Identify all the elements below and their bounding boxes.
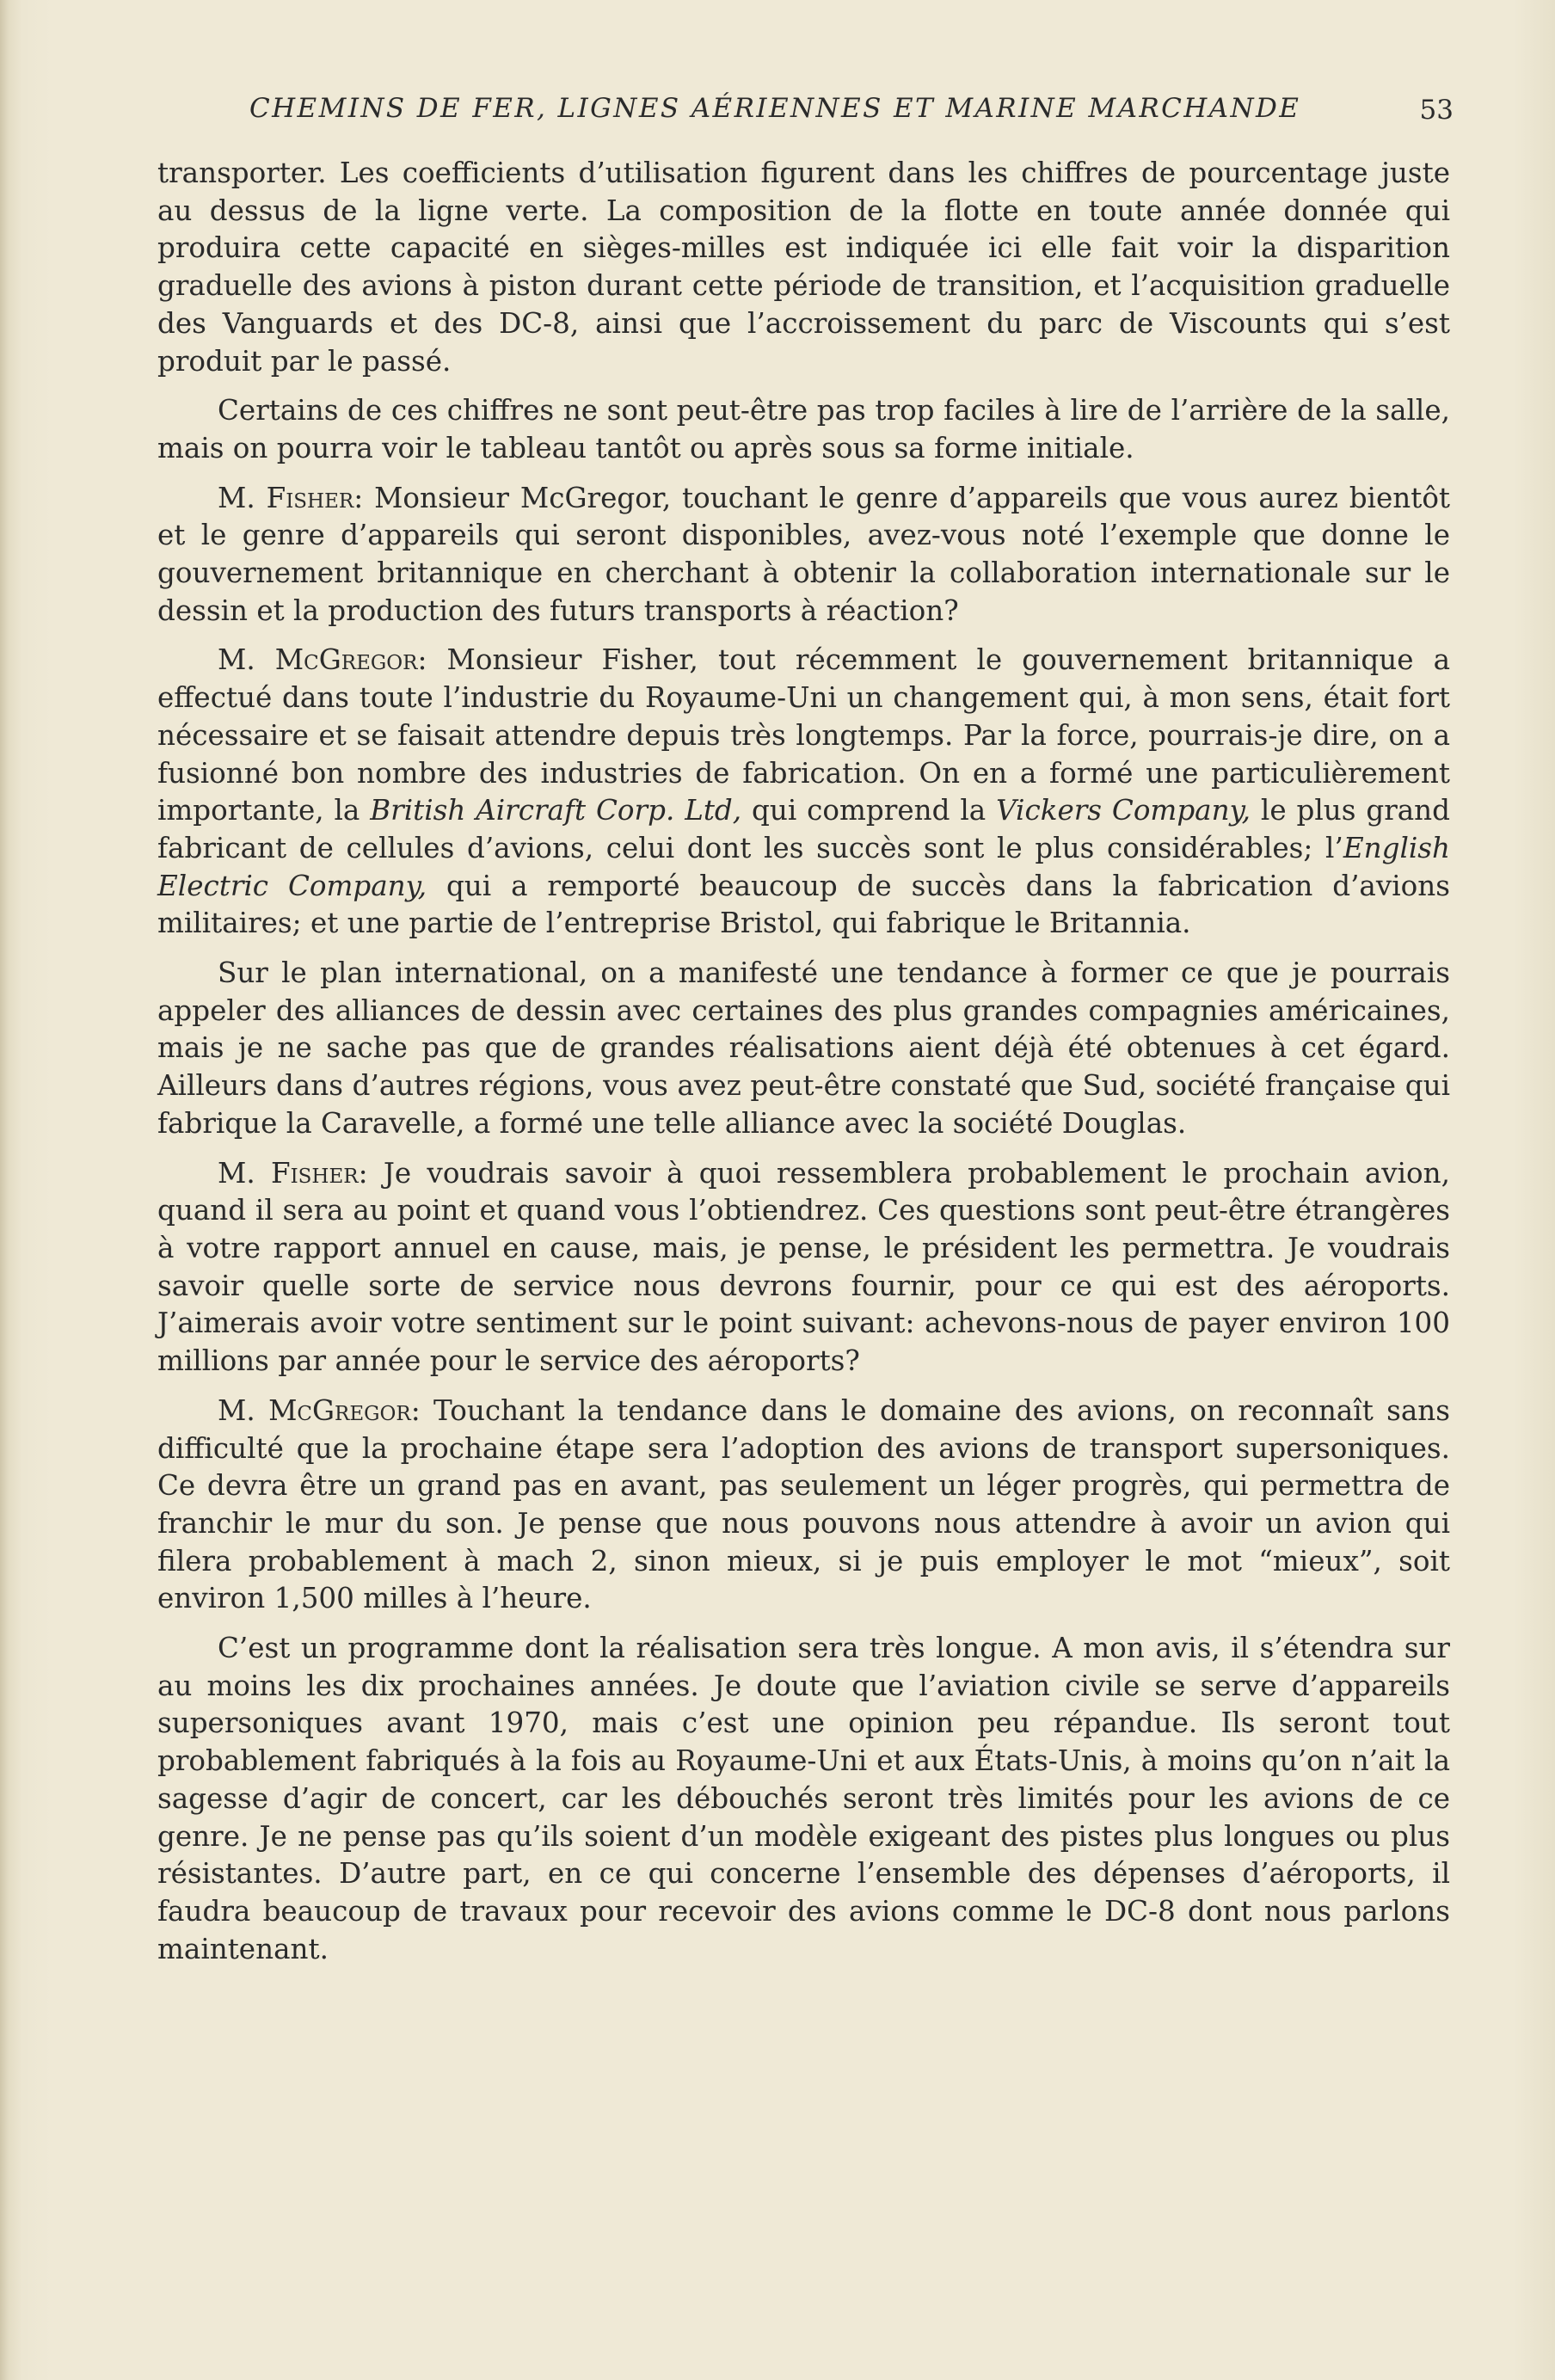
- paragraph-text: transporter. Les coefficients d’utilisation figurent dans les chiffres de pourcentage juste au dessus de la ligne verte. La composition de la flotte en toute année donnée qui produira cette capacité en sièges-milles est indiquée ici elle fait voir la disparition graduelle des avions à piston durant cette période de transition, et l’acquisition graduelle des Vanguards et des DC-8, ainsi que l’accroissement du parc de Viscounts qui s’est produit par le passé.: [157, 157, 1450, 378]
- paragraph-text: C’est un programme dont la réalisation sera très longue. A mon avis, il s’étendra sur au moins les dix prochaines années. Je doute que l’aviation civile se serve d’appareils supersoniques avant 1970, mais c’est une opinion peu répandue. Ils seront tout probablement fabriqués à la fois au Royaume-Uni et aux États-Unis, à moins qu’on n’ait la sagesse d’agir de concert, car les débouchés seront très limités pour les avions de ce genre. Je ne pense pas qu’ils soient d’un modèle exigeant des pistes plus longues ou plus résistantes. D’autre part, en ce qui concerne l’ensemble des dépenses d’aéroports, il faudra beaucoup de travaux pour recevoir des avions comme le DC-8 dont nous parlons maintenant.: [157, 1632, 1450, 1965]
- paragraph-text: qui comprend la: [752, 794, 986, 827]
- paragraph-text: Je voudrais savoir à quoi ressemblera probablement le prochain avion, quand il sera au point et quand vous l’obtiendrez. Ces questions sont peut-être étrangères à votre rapport annuel en cause, mais, je pense, le président les permettra. Je voudrais savoir quelle sorte de service nous devrons fournir, pour ce qui est des aéroports. J’aimerais avoir votre sentiment sur le point suivant: achevons-nous de payer environ 100 millions par année pour le service des aéroports?: [157, 1156, 1451, 1378]
- paragraph: [157, 1393, 1450, 1618]
- running-title: CHEMINS DE FER, LIGNES AÉRIENNES ET MARINE MARCHANDE: [249, 93, 1301, 124]
- body-text: [157, 155, 1450, 1980]
- paragraph: [157, 1155, 1450, 1381]
- paragraph-text: qui a remporté beaucoup de succès dans la fabrication d’avions militaires; et une partie de l’entreprise Bristol, qui fabrique le Britannia.: [157, 869, 1450, 940]
- paragraph: [157, 642, 1450, 943]
- paragraph-text: le plus grand fabricant de cellules d’avions, celui dont les succès sont le plus considérables; l’: [157, 794, 1451, 864]
- company-name: British Aircraft Corp. Ltd,: [370, 794, 742, 827]
- page-header: [249, 93, 1454, 136]
- paragraph-text: Monsieur Fisher, tout récemment le gouvernement britannique a effectué dans toute l’industrie du Royaume-Uni un changement qui, à mon sens, était fort nécessaire et se faisait attendre depuis très longtemps. Par la force, pourrais-je dire, on a fusionné bon nombre des industries de fabrication. On en a formé une particulièrement importante, la: [157, 643, 1450, 827]
- paragraph-text: Certains de ces chiffres ne sont peut-être pas trop faciles à lire de l’arrière de la salle, mais on pourra voir le tableau tantôt ou après sous sa forme initiale.: [157, 394, 1450, 464]
- paragraph: [157, 392, 1450, 467]
- company-name: English Electric Company,: [157, 831, 1450, 902]
- speaker-label: M. McGregor:: [218, 643, 427, 677]
- paragraph: [157, 155, 1450, 380]
- paragraph-text: Sur le plan international, on a manifesté une tendance à former ce que je pourrais appeler des alliances de dessin avec certaines des plus grandes compagnies américaines, mais je ne sache pas que de grandes réalisations aient déjà été obtenues à cet égard. Ailleurs dans d’autres régions, vous avez peut-être constaté que Sud, société française qui fabrique la Caravelle, a formé une telle alliance avec la société Douglas.: [157, 956, 1450, 1140]
- speaker-label: M. Fisher:: [218, 1156, 368, 1190]
- paragraph: [157, 1630, 1450, 1968]
- page-number: 53: [1419, 95, 1454, 126]
- paragraph-text: Touchant la tendance dans le domaine des avions, on reconnaît sans difficulté que la prochaine étape sera l’adoption des avions de transport supersoniques. Ce devra être un grand pas en avant, pas seulement un léger progrès, qui permettra de franchir le mur du son. Je pense que nous pouvons nous attendre à avoir un avion qui filera probablement à mach 2, sinon mieux, si je puis employer le mot “mieux”, soit environ 1,500 milles à l’heure.: [157, 1393, 1451, 1615]
- paragraph-text: Monsieur McGregor, touchant le genre d’appareils que vous aurez bientôt et le genre d’appareils qui seront disponibles, avez-vous noté l’exemple que donne le gouvernement britannique en cherchant à obtenir la collaboration internationale sur le dessin et la production des futurs transports à réaction?: [157, 481, 1451, 627]
- paragraph: [157, 955, 1450, 1143]
- company-name: Vickers Company,: [996, 794, 1251, 827]
- speaker-label: M. Fisher:: [218, 481, 364, 514]
- paragraph: [157, 480, 1450, 630]
- speaker-label: M. McGregor:: [218, 1393, 421, 1427]
